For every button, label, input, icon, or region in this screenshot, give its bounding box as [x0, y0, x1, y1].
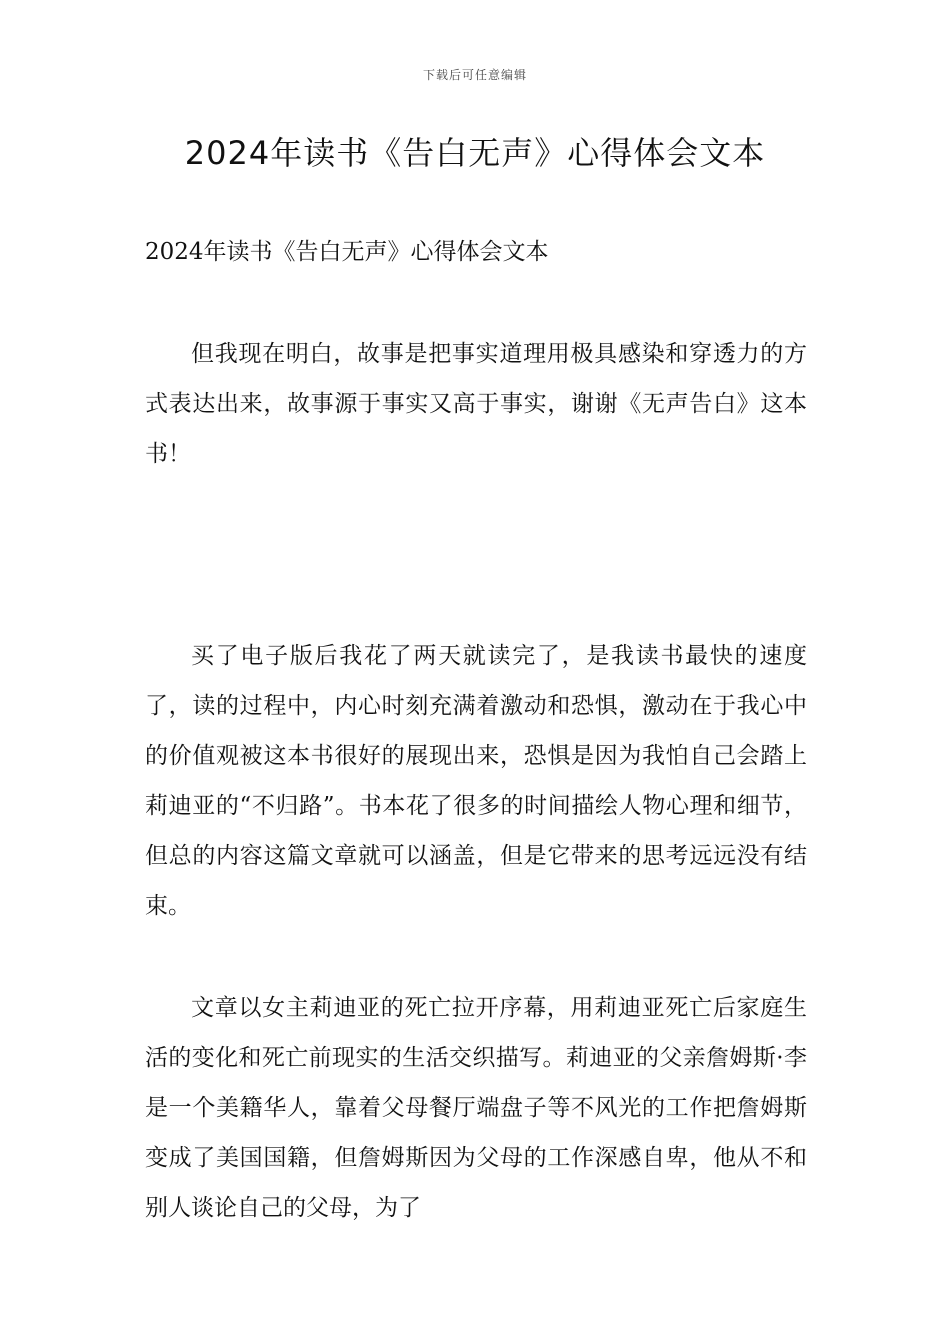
spacer: [145, 277, 807, 329]
paragraph-3: 文章以女主莉迪亚的死亡拉开序幕，用莉迪亚死亡后家庭生活的变化和死亡前现实的生活交织描写。莉迪亚的父亲詹姆斯·李是一个美籍华人，靠着父母餐厅端盘子等不风光的工作把詹姆斯变成了美国国籍，但詹姆斯因为父母的工作深感自卑，他从不和别人谈论自己的父母，为了: [145, 995, 807, 1221]
document-body: [145, 227, 807, 1233]
spacer: [145, 479, 807, 631]
document-subtitle: 2024年读书《告白无声》心得体会文本: [145, 239, 549, 265]
document-title: 2024年读书《告白无声》心得体会文本: [184, 134, 766, 172]
header-note: 下载后可任意编辑: [422, 68, 527, 82]
paragraph-1: 但我现在明白，故事是把事实道理用极具感染和穿透力的方式表达出来，故事源于事实又高于事实，谢谢《无声告白》这本书！: [145, 341, 807, 467]
spacer: [145, 931, 807, 983]
paragraph-2: 买了电子版后我花了两天就读完了，是我读书最快的速度了，读的过程中，内心时刻充满着激动和恐惧，激动在于我心中的价值观被这本书很好的展现出来，恐惧是因为我怕自己会踏上莉迪亚的“不归路”。书本花了很多的时间描绘人物心理和细节，但总的内容这篇文章就可以涵盖，但是它带来的思考远远没有结束。: [145, 643, 807, 919]
